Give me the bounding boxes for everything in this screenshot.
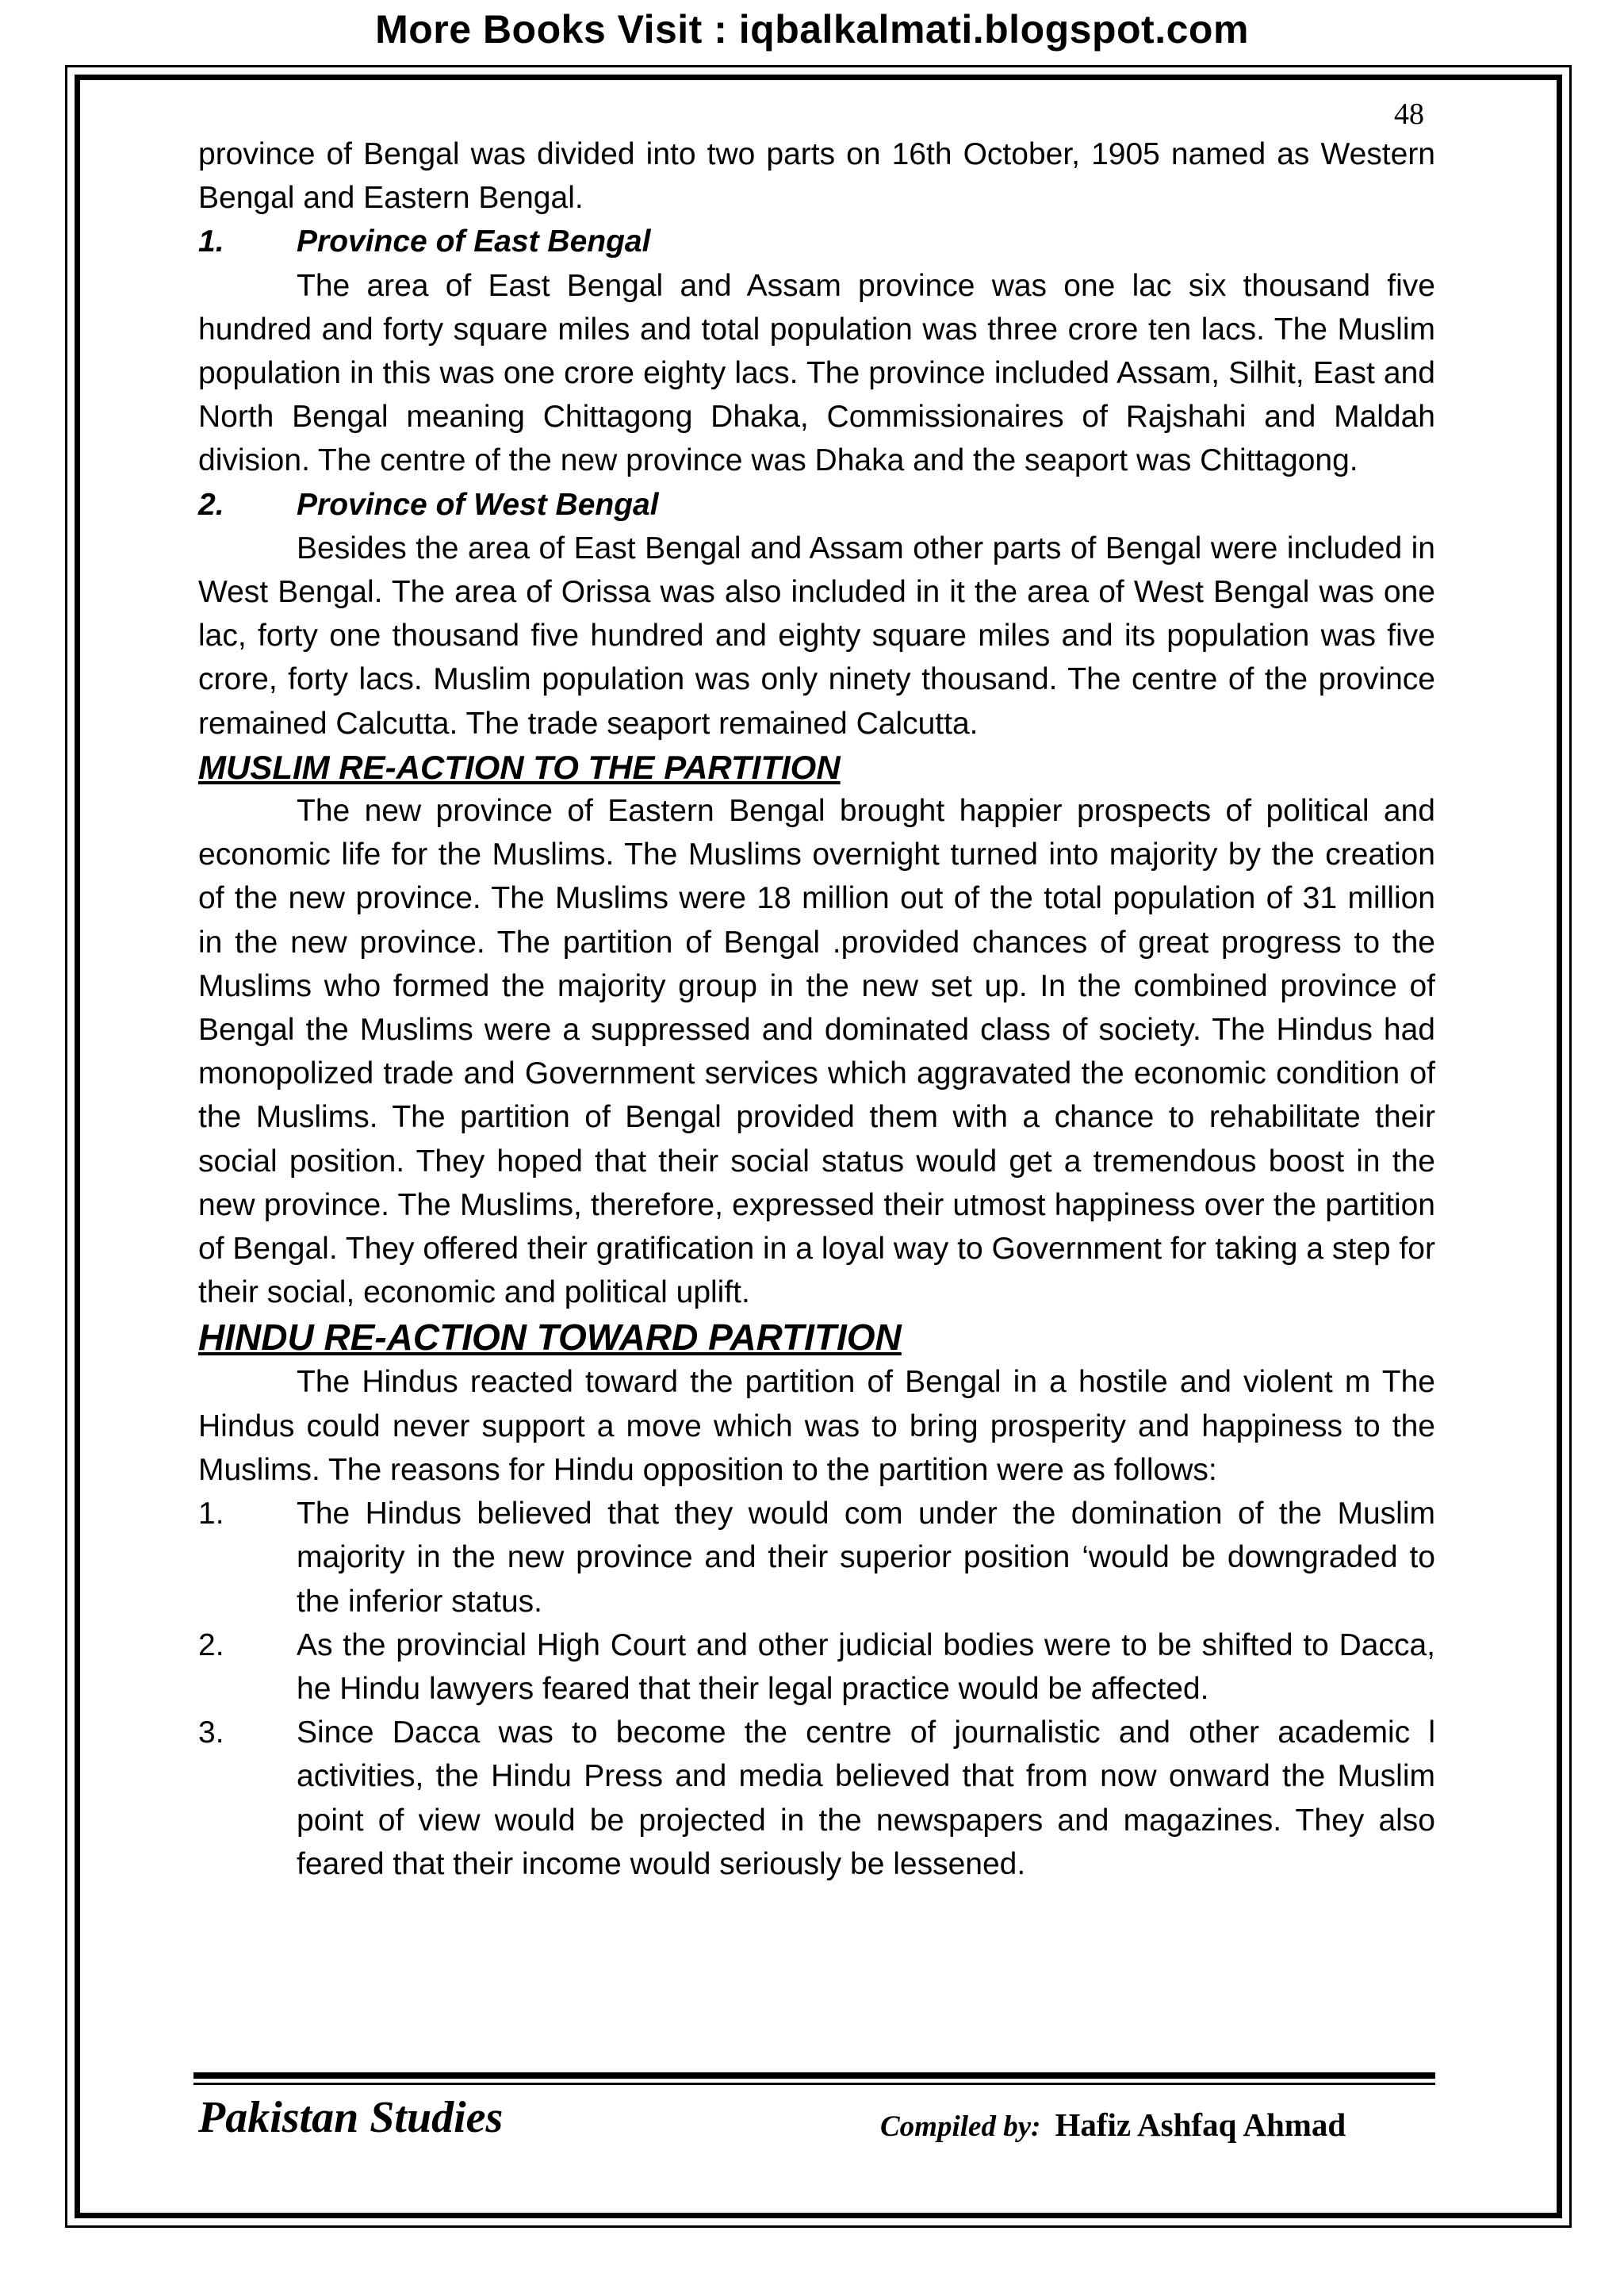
- list-item-number: 2.: [198, 1627, 224, 1662]
- footer-compiled-label: Compiled by:: [880, 2110, 1041, 2143]
- muslim-reaction-paragraph: The new province of Eastern Bengal brought happier prospects of political and economic life for the Muslims. The Muslims overnight turned into majority by the creation of the new province. The Muslims were 18 million out of the total population of 31 million in the new province. The partition of Bengal .provided chances of great progress to the Muslims who formed the majority group in the new set up. In the combined province of Bengal the Muslims were a suppressed and dominated class of society. The Hindus had monopolized trade and Government services which aggravated the economic condition of the Muslims. The partition of Bengal provided them with a chance to rehabilitate their social position. They hoped that their social status would get a tremendous boost in the new province. The Muslims, therefore, expressed their utmost happiness over the partition of Bengal. They offered their gratification in a loyal way to Government for taking a step for their social, economic and political uplift.: [198, 794, 1435, 1310]
- west-bengal-number: 2.: [198, 487, 224, 522]
- east-bengal-paragraph: The area of East Bengal and Assam province was one lac six thousand five hundred and forty square miles and total population was three crore ten lacs. The Muslim population in this was one crore eighty lacs. The province included Assam, Silhit, East and North Bengal meaning Chittagong Dhaka, Commissionaires of Rajshahi and Maldah division. The centre of the new province was Dhaka and the seaport was Chittagong.: [198, 268, 1435, 478]
- west-bengal-paragraph: Besides the area of East Bengal and Assam other parts of Bengal were included in West Bengal. The area of Orissa was also included in it the area of West Bengal was one lac, forty one thousand five hundred and eighty square miles and its population was five crore, forty lacs. Muslim population was only ninety thousand. The centre of the province remained Calcutta. The trade seaport remained Calcutta.: [198, 531, 1435, 741]
- list-item-number: 1.: [198, 1497, 224, 1531]
- east-bengal-title: Province of East Bengal: [297, 224, 651, 259]
- list-item-text: The Hindus believed that they would com under the domination of the Muslim majority in the new province and their superior position ‘would be downgraded to the inferior status.: [297, 1497, 1435, 1619]
- footer-rule-thick: [193, 2072, 1435, 2079]
- east-bengal-number: 1.: [198, 224, 224, 259]
- west-bengal-title: Province of West Bengal: [297, 487, 659, 522]
- page-content: [198, 132, 1435, 1886]
- list-item-text: Since Dacca was to become the centre of journalistic and other academic l activities, the Hindu Press and media believed that from now onward the Muslim point of view would be projected in the newspapers and magazines. They also feared that their income would seriously be lessened.: [297, 1715, 1435, 1881]
- intro-paragraph: province of Bengal was divided into two parts on 16th October, 1905 named as Western Bengal and Eastern Bengal.: [198, 137, 1435, 216]
- west-bengal-subheading: [198, 483, 1435, 527]
- list-item-number: 3.: [198, 1715, 224, 1750]
- list-item: [198, 1711, 1435, 1886]
- muslim-reaction-heading: MUSLIM RE-ACTION TO THE PARTITION: [198, 748, 841, 786]
- hindu-reaction-heading: HINDU RE-ACTION TOWARD PARTITION: [198, 1317, 902, 1359]
- footer-book-title: Pakistan Studies: [198, 2093, 504, 2142]
- footer-rule-thin: [193, 2083, 1435, 2085]
- blog-banner: More Books Visit : iqbalkalmati.blogspot.com: [375, 7, 1249, 52]
- footer-author: Hafiz Ashfaq Ahmad: [1055, 2106, 1346, 2143]
- footer-credit: [880, 2106, 1346, 2144]
- list-item: [198, 1492, 1435, 1623]
- list-item: [198, 1623, 1435, 1711]
- east-bengal-subheading: [198, 220, 1435, 263]
- list-item-text: As the provincial High Court and other judicial bodies were to be shifted to Dacca, he Hindu lawyers feared that their legal practice would be affected.: [297, 1627, 1435, 1706]
- hindu-reaction-paragraph: The Hindus reacted toward the partition of Bengal in a hostile and violent m The Hindus could never support a move which was to bring prosperity and happiness to the Muslims. The reasons for Hindu opposition to the partition were as follows:: [198, 1365, 1435, 1487]
- page-number: 48: [1394, 98, 1424, 131]
